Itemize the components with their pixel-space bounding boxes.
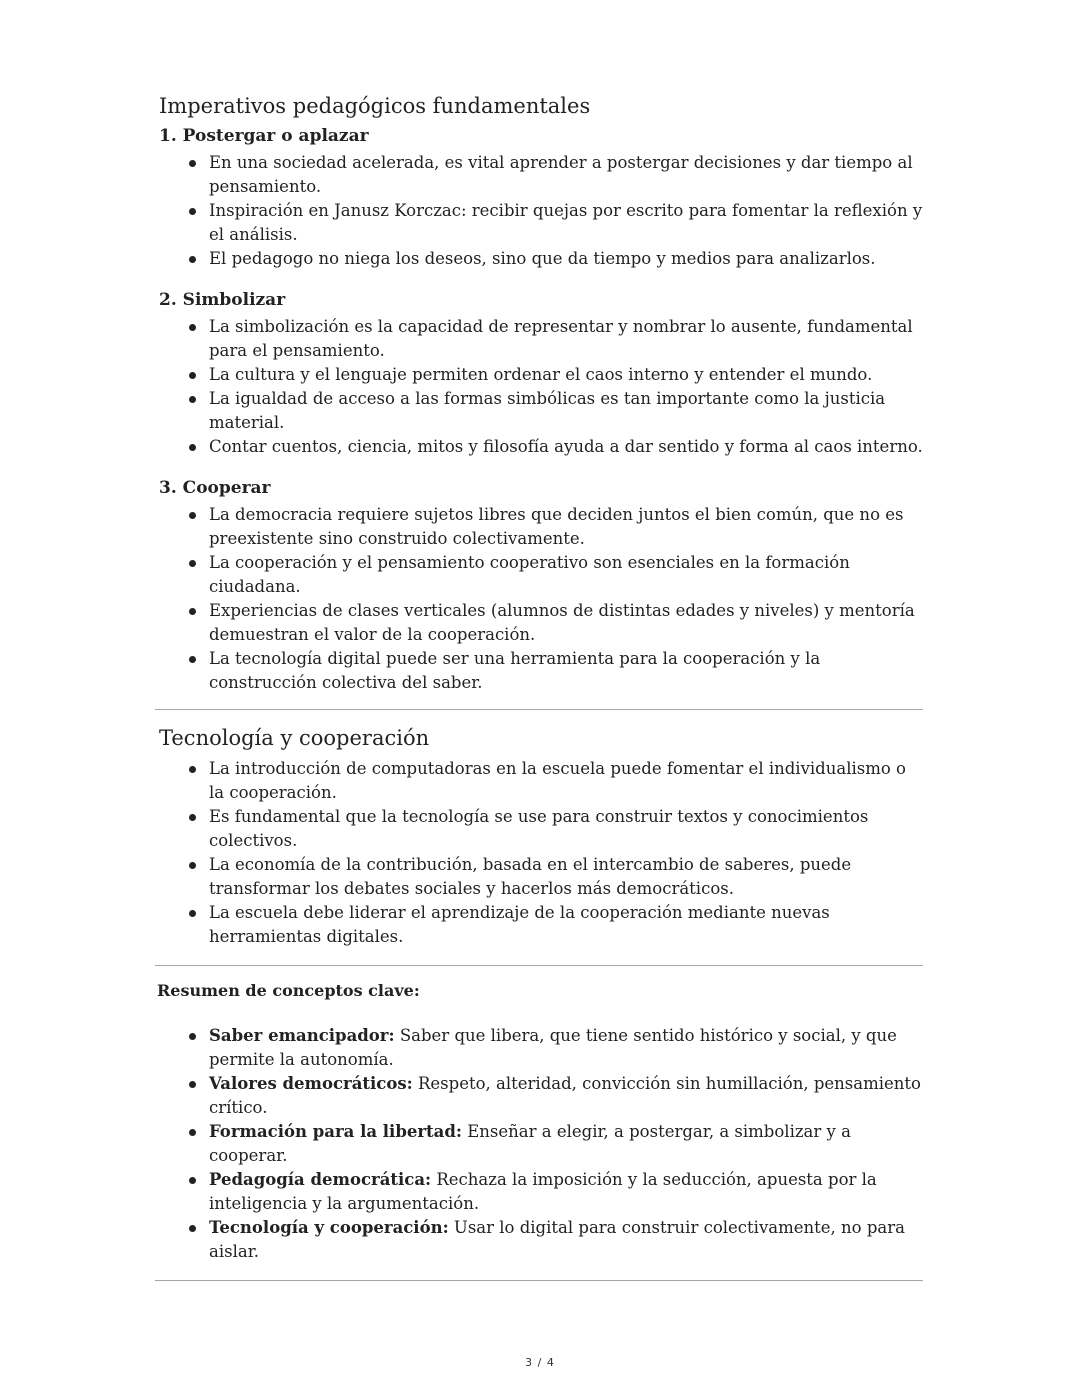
list-item: Contar cuentos, ciencia, mitos y filosofía ayuda a dar sentido y forma al caos interno. [209, 435, 923, 459]
section-tecnologia [157, 726, 923, 949]
bullet-list [157, 315, 923, 459]
list-item: La tecnología digital puede ser una herramienta para la cooperación y la construcción colectiva del saber. [209, 647, 923, 695]
list-item [209, 1168, 923, 1216]
section-divider [155, 709, 923, 710]
subsection-postergar [157, 125, 923, 271]
subsection-cooperar [157, 477, 923, 695]
summary-list [157, 1024, 923, 1264]
section-divider [155, 965, 923, 966]
list-item: Es fundamental que la tecnología se use para construir textos y conocimientos colectivos. [209, 805, 923, 853]
bullet-list [157, 151, 923, 271]
subsection-heading: 3. Cooperar [159, 478, 271, 499]
list-item [209, 1024, 923, 1072]
section-title-imperativos: Imperativos pedagógicos fundamentales [159, 94, 591, 118]
subsection-simbolizar [157, 289, 923, 459]
list-item [209, 1216, 923, 1264]
summary-term: Tecnología y cooperación: [209, 1218, 449, 1238]
list-item: Inspiración en Janusz Korczac: recibir quejas por escrito para fomentar la reflexión y el análisis. [209, 199, 923, 247]
document-page [157, 94, 923, 1281]
summary-term: Formación para la libertad: [209, 1122, 462, 1142]
list-item: Experiencias de clases verticales (alumnos de distintas edades y niveles) y mentoría demuestran el valor de la cooperación. [209, 599, 923, 647]
list-item: La simbolización es la capacidad de representar y nombrar lo ausente, fundamental para el pensamiento. [209, 315, 923, 363]
summary-term: Valores democráticos: [209, 1074, 413, 1094]
list-item: La democracia requiere sujetos libres que deciden juntos el bien común, que no es preexistente sino construido colectivamente. [209, 503, 923, 551]
summary-text: Respeto, alteridad, convicción sin humillación, pensamiento crítico. [209, 1074, 921, 1118]
summary-term: Saber emancipador: [209, 1026, 395, 1046]
subsection-heading: 2. Simbolizar [159, 290, 286, 311]
summary-label: Resumen de conceptos clave: [157, 981, 420, 1001]
section-divider [155, 1280, 923, 1281]
subsection-heading: 1. Postergar o aplazar [159, 126, 369, 147]
list-item [209, 1120, 923, 1168]
list-item [209, 1072, 923, 1120]
bullet-list [157, 503, 923, 695]
section-title-tecnologia: Tecnología y cooperación [159, 726, 430, 750]
summary-text: Rechaza la imposición y la seducción, apuesta por la inteligencia y la argumentación. [209, 1170, 877, 1214]
list-item: La cooperación y el pensamiento cooperativo son esenciales en la formación ciudadana. [209, 551, 923, 599]
list-item: La cultura y el lenguaje permiten ordenar el caos interno y entender el mundo. [209, 363, 923, 387]
bullet-list [157, 757, 923, 949]
list-item: La introducción de computadoras en la escuela puede fomentar el individualismo o la cooperación. [209, 757, 923, 805]
list-item: En una sociedad acelerada, es vital aprender a postergar decisiones y dar tiempo al pensamiento. [209, 151, 923, 199]
summary-term: Pedagogía democrática: [209, 1170, 432, 1190]
list-item: La escuela debe liderar el aprendizaje de la cooperación mediante nuevas herramientas digitales. [209, 901, 923, 949]
list-item: El pedagogo no niega los deseos, sino que da tiempo y medios para analizarlos. [209, 247, 923, 271]
summary-text: Enseñar a elegir, a postergar, a simbolizar y a cooperar. [209, 1122, 851, 1166]
list-item: La igualdad de acceso a las formas simbólicas es tan importante como la justicia material. [209, 387, 923, 435]
page-number: 3 / 4 [525, 1356, 555, 1369]
summary-text: Usar lo digital para construir colectivamente, no para aislar. [209, 1218, 905, 1262]
summary-text: Saber que libera, que tiene sentido histórico y social, y que permite la autonomía. [209, 1026, 897, 1070]
list-item: La economía de la contribución, basada en el intercambio de saberes, puede transformar los debates sociales y hacerlos más democráticos. [209, 853, 923, 901]
